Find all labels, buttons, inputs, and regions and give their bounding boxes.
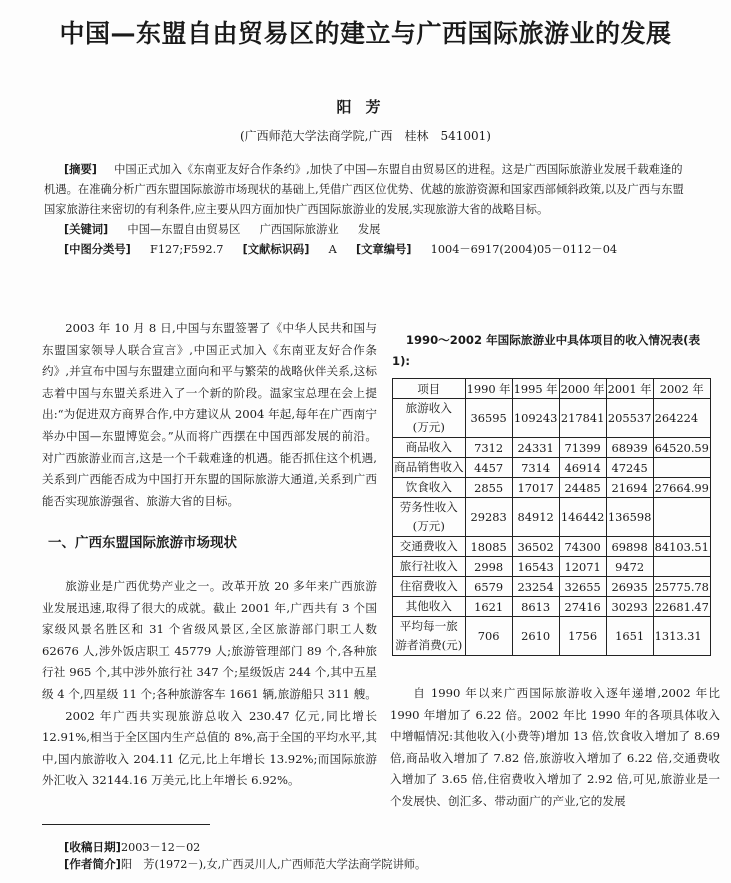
body-paragraph: 2002 年广西共实现旅游总收入 230.47 亿元,同比增长 12.91%,相当于全区国内生产总值的 8%,高于全国的平均水平,其中,国内旅游收入 204.11 亿元,比上年增长 13.92%;而国际旅游外汇收入 32144.16 万美元,比上年增长 6.92%。	[42, 708, 377, 788]
row-label-cell	[393, 498, 466, 537]
value-cell: 32655	[559, 577, 606, 597]
value-cell: 24331	[512, 438, 559, 458]
value-cell: 12071	[559, 557, 606, 577]
value-cell: 7314	[512, 458, 559, 478]
clc-label: [中图分类号]	[64, 243, 131, 256]
table-row	[393, 597, 711, 617]
header-cell: 项目	[393, 379, 466, 399]
value-cell: 18085	[465, 537, 512, 557]
value-cell: 4457	[465, 458, 512, 478]
row-label-cell	[393, 577, 466, 597]
value-cell: 17017	[512, 478, 559, 498]
value-cell: 84912	[512, 498, 559, 537]
doc-code-label: [文献标识码]	[242, 243, 310, 256]
row-label-line: 交通费收入	[399, 539, 458, 553]
abstract	[44, 160, 689, 220]
value-cell: 1756	[559, 617, 606, 656]
row-label-line: 商品收入	[405, 440, 452, 454]
row-label-line: 饮食收入	[405, 480, 452, 494]
row-label-cell	[393, 478, 466, 498]
table-row	[393, 399, 711, 438]
table-row	[393, 537, 711, 557]
header-cell: 2002 年	[653, 379, 710, 399]
received-date-line	[64, 839, 426, 856]
row-label-line: 劳务性收入	[399, 500, 458, 514]
keyword-item: 广西国际旅游业	[259, 223, 339, 236]
row-label-line: 旅游收入	[405, 401, 452, 415]
article-no-label: [文章编号]	[355, 243, 412, 256]
value-cell: 217841	[559, 399, 606, 438]
row-label-cell	[393, 557, 466, 577]
row-label-cell	[393, 438, 466, 458]
keyword-item: 发展	[357, 223, 381, 236]
income-table	[392, 378, 711, 656]
value-cell: 68939	[606, 438, 653, 458]
value-cell: 706	[465, 617, 512, 656]
table-header-row	[393, 379, 711, 399]
value-cell	[653, 557, 710, 577]
table-row	[393, 438, 711, 458]
table-row	[393, 617, 711, 656]
abstract-block	[44, 160, 689, 260]
value-cell: 27416	[559, 597, 606, 617]
value-cell: 1621	[465, 597, 512, 617]
row-label-line: 游者消费(元)	[395, 638, 463, 652]
row-label-cell	[393, 597, 466, 617]
value-cell: 22681.47	[653, 597, 710, 617]
clc-value: F127;F592.7	[150, 243, 224, 256]
body-paragraph: 自 1990 年以来广西国际旅游收入逐年递增,2002 年比 1990 年增加了 6.22 倍。2002 年比 1990 年的各项具体收入中增幅情况:其他收入(小费等)增加 13 倍,饮食收入增加了 8.69 倍,商品收入增加了 7.82 倍,旅游收入增加了 6.22 倍,交通费收入增加了 3.65 倍,住宿费收入增加了 2.92 倍,可见,旅游业是一个发展快、创汇多、带动面广的产业,它的发展	[390, 686, 720, 808]
footnotes	[64, 839, 426, 873]
value-cell: 205537	[606, 399, 653, 438]
abstract-label: [摘要]	[64, 163, 97, 176]
row-label-cell	[393, 537, 466, 557]
value-cell: 24485	[559, 478, 606, 498]
left-column	[42, 318, 377, 792]
keywords-label: [关键词]	[64, 223, 109, 236]
value-cell: 30293	[606, 597, 653, 617]
value-cell: 64520.59	[653, 438, 710, 458]
value-cell: 146442	[559, 498, 606, 537]
row-label-line: 旅行社收入	[399, 559, 458, 573]
author-name: 阳芳	[336, 98, 395, 116]
header-cell: 2001 年	[606, 379, 653, 399]
row-label-line: (万元)	[412, 420, 445, 434]
value-cell	[653, 498, 710, 537]
paper-title: 中国—东盟自由贸易区的建立与广西国际旅游业的发展	[59, 19, 672, 48]
value-cell: 84103.51	[653, 537, 710, 557]
value-cell: 136598	[606, 498, 653, 537]
right-column	[392, 330, 722, 656]
body-paragraph: 旅游业是广西优势产业之一。改革开放 20 多年来广西旅游业发展迅速,取得了很大的成就。截止 2001 年,广西共有 3 个国家级风景名胜区和 31 个省级风景区,全区旅游部门职工人数 62676 人,涉外饭店职工 45779 人;旅游管理部门 89 个,各种旅行社 965 个,其中涉外旅行社 347 个;星级饭店 244 个,其中五星级 4 个,四星级 11 个;各种旅游客车 1661 辆,旅游船只 311 艘。	[42, 578, 377, 701]
table-row	[393, 478, 711, 498]
table-row	[393, 498, 711, 537]
header-cell: 1995 年	[512, 379, 559, 399]
right-body	[390, 683, 720, 813]
table-row	[393, 557, 711, 577]
value-cell: 69898	[606, 537, 653, 557]
value-cell: 29283	[465, 498, 512, 537]
value-cell	[653, 458, 710, 478]
author-bio-line	[64, 856, 426, 873]
table-row	[393, 458, 711, 478]
value-cell: 7312	[465, 438, 512, 458]
row-label-cell	[393, 458, 466, 478]
classification-line	[44, 240, 689, 260]
value-cell: 2855	[465, 478, 512, 498]
header-cell: 1990 年	[465, 379, 512, 399]
value-cell: 46914	[559, 458, 606, 478]
table-row	[393, 577, 711, 597]
row-label-cell	[393, 399, 466, 438]
row-label-line: 住宿费收入	[399, 579, 458, 593]
value-cell: 16543	[512, 557, 559, 577]
keyword-item: 中国—东盟自由贸易区	[127, 223, 241, 236]
row-label-line: 平均每一旅	[399, 619, 458, 633]
value-cell: 1651	[606, 617, 653, 656]
author-affiliation: (广西师范大学法商学院,广西 桂林 541001)	[240, 129, 491, 143]
intro-paragraph: 2003 年 10 月 8 日,中国与东盟签署了《中华人民共和国与东盟国家领导人联合宣言》,中国正式加入《东南亚友好合作条约》,并宣布中国与东盟建立面向和平与繁荣的战略伙伴关系,这标志着中国与东盟关系进入了一个新的阶段。温家宝总理在会上提出:“为促进双方商界合作,中方建议从 2004 年起,每年在广西南宁举办中国—东盟博览会。”从而将广西摆在中国西部发展的前沿。对广西旅游业而言,这是一个千载难逢的机遇。能否抓住这个机遇,关系到广西能否成为中国打开东盟的国际旅游大通道,关系到广西能否实现旅游强省、旅游大省的目标。	[42, 321, 377, 508]
value-cell: 36595	[465, 399, 512, 438]
value-cell: 23254	[512, 577, 559, 597]
author-bio: 阳 芳(1972－),女,广西灵川人,广西师范大学法商学院讲师。	[120, 858, 427, 871]
row-label-line: (万元)	[412, 519, 445, 533]
value-cell: 27664.99	[653, 478, 710, 498]
value-cell: 9472	[606, 557, 653, 577]
header-cell: 2000 年	[559, 379, 606, 399]
author-bio-label: [作者简介]	[64, 857, 121, 871]
value-cell: 36502	[512, 537, 559, 557]
section-heading: 一、广西东盟国际旅游市场现状	[48, 535, 237, 552]
row-label-cell	[393, 617, 466, 656]
value-cell: 21694	[606, 478, 653, 498]
footnote-divider	[42, 824, 210, 825]
value-cell: 109243	[512, 399, 559, 438]
value-cell: 74300	[559, 537, 606, 557]
value-cell: 1313.31	[653, 617, 710, 656]
keywords-line	[44, 220, 689, 240]
value-cell: 2610	[512, 617, 559, 656]
received-label: [收稿日期]	[64, 840, 121, 854]
abstract-text: 中国正式加入《东南亚友好合作条约》,加快了中国—东盟自由贸易区的进程。这是广西国际旅游业发展千载难逢的机遇。在准确分析广西东盟国际旅游市场现状的基础上,凭借广西区位优势、优越的旅游资源和国家西部倾斜政策,以及广西与东盟国家旅游往来密切的有利条件,应主要从四方面加快广西国际旅游业的发展,实现旅游大省的战略目标。	[44, 163, 684, 216]
value-cell: 25775.78	[653, 577, 710, 597]
doc-code-value: A	[328, 243, 337, 256]
value-cell: 264224	[653, 399, 710, 438]
received-date: 2003－12－02	[120, 841, 201, 854]
table-caption: 1990～2002 年国际旅游业中具体项目的收入情况表(表 1):	[392, 333, 701, 368]
value-cell: 2998	[465, 557, 512, 577]
value-cell: 8613	[512, 597, 559, 617]
value-cell: 26935	[606, 577, 653, 597]
value-cell: 71399	[559, 438, 606, 458]
value-cell: 6579	[465, 577, 512, 597]
row-label-line: 商品销售收入	[394, 460, 464, 474]
value-cell: 47245	[606, 458, 653, 478]
row-label-line: 其他收入	[405, 599, 452, 613]
article-no-value: 1004－6917(2004)05－0112－04	[430, 243, 618, 256]
